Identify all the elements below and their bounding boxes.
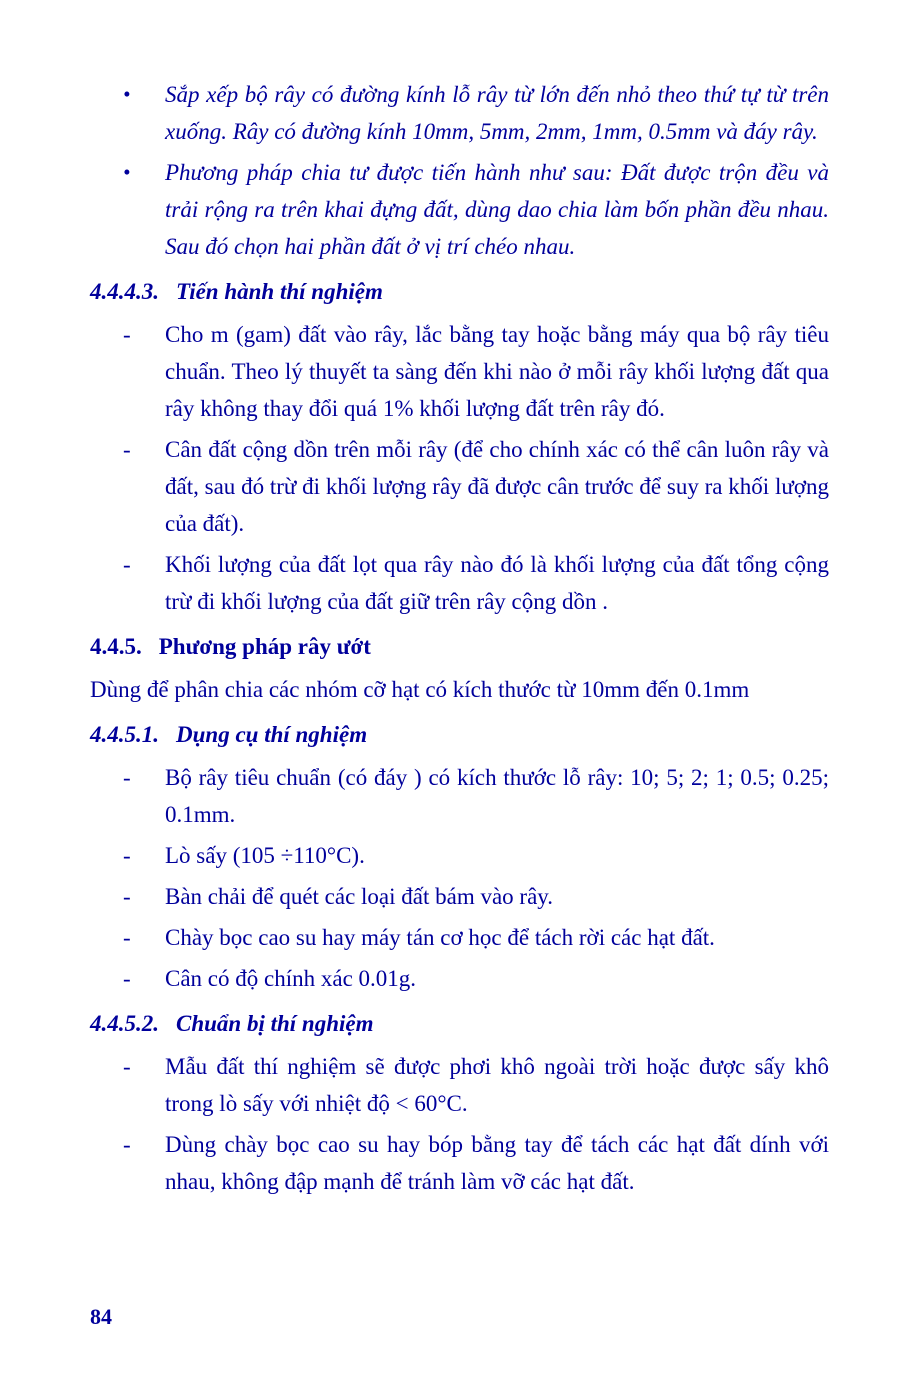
dash-marker: - bbox=[123, 843, 131, 868]
section-heading-4-4-5 bbox=[90, 628, 829, 665]
list-item-text: Khối lượng của đất lọt qua rây nào đó là khối lượng của đất tổng cộng trừ đi khối lượng của đất giữ trên rây cộng dồn . bbox=[165, 552, 829, 614]
list-item bbox=[90, 431, 829, 542]
list-item bbox=[90, 919, 829, 956]
section-intro-text: Dùng để phân chia các nhóm cỡ hạt có kích thước từ 10mm đến 0.1mm bbox=[90, 677, 750, 702]
list-item bbox=[90, 837, 829, 874]
list-item bbox=[90, 546, 829, 620]
section-heading-4-4-5-1 bbox=[90, 716, 829, 753]
list-item bbox=[90, 960, 829, 997]
section-title: Tiến hành thí nghiệm bbox=[176, 279, 383, 304]
list-item-text: Chày bọc cao su hay máy tán cơ học để tách rời các hạt đất. bbox=[165, 925, 715, 950]
section-number: 4.4.5.2. bbox=[90, 1011, 159, 1036]
list-item-text: Cho m (gam) đất vào rây, lắc bằng tay hoặc bằng máy qua bộ rây tiêu chuẩn. Theo lý thuyết ta sàng đến khi nào ở mỗi rây khối lượng đất qua rây không thay đổi quá 1% khối lượng đất trên rây đó. bbox=[165, 322, 829, 421]
list-item bbox=[90, 1048, 829, 1122]
list-item-text: Bộ rây tiêu chuẩn (có đáy ) có kích thước lỗ rây: 10; 5; 2; 1; 0.5; 0.25; 0.1mm. bbox=[165, 765, 829, 827]
list-item bbox=[90, 154, 829, 265]
list-item bbox=[90, 759, 829, 833]
dash-marker: - bbox=[123, 322, 131, 347]
dash-marker: - bbox=[123, 437, 131, 462]
list-item-text: Mẫu đất thí nghiệm sẽ được phơi khô ngoài trời hoặc được sấy khô trong lò sấy với nhiệt độ < 60°C. bbox=[165, 1054, 829, 1116]
list-item bbox=[90, 76, 829, 150]
dash-marker: - bbox=[123, 765, 131, 790]
list-item bbox=[90, 1126, 829, 1200]
list-item-text: Phương pháp chia tư được tiến hành như sau: Đất được trộn đều và trải rộng ra trên khai đựng đất, dùng dao chia làm bốn phần đều nhau. Sau đó chọn hai phần đất ở vị trí chéo nhau. bbox=[165, 160, 829, 259]
dash-marker: - bbox=[123, 1054, 131, 1079]
list-item-text: Bàn chải để quét các loại đất bám vào rây. bbox=[165, 884, 554, 909]
dash-marker: - bbox=[123, 966, 131, 991]
list-item-text: Cân có độ chính xác 0.01g. bbox=[165, 966, 417, 991]
section-title: Chuẩn bị thí nghiệm bbox=[176, 1011, 374, 1036]
section-heading-4-4-4-3 bbox=[90, 273, 829, 310]
section-number: 4.4.5. bbox=[90, 634, 142, 659]
list-item bbox=[90, 316, 829, 427]
section-number: 4.4.5.1. bbox=[90, 722, 159, 747]
section-number: 4.4.4.3. bbox=[90, 279, 159, 304]
dash-marker: - bbox=[123, 884, 131, 909]
list-item-text: Lò sấy (105 ÷110°C). bbox=[165, 843, 365, 868]
section-heading-4-4-5-2 bbox=[90, 1005, 829, 1042]
dash-marker: - bbox=[123, 1132, 131, 1157]
bullet-marker: • bbox=[123, 160, 131, 184]
bullet-marker: • bbox=[123, 82, 131, 106]
list-item-text: Sắp xếp bộ rây có đường kính lỗ rây từ lớn đến nhỏ theo thứ tự từ trên xuống. Rây có đường kính 10mm, 5mm, 2mm, 1mm, 0.5mm và đáy rây. bbox=[165, 82, 829, 144]
section-title: Phương pháp rây ướt bbox=[158, 634, 371, 659]
list-item-text: Cân đất cộng dồn trên mỗi rây (để cho chính xác có thể cân luôn rây và đất, sau đó trừ đi khối lượng rây đã được cân trước để suy ra khối lượng của đất). bbox=[165, 437, 829, 536]
list-item-text: Dùng chày bọc cao su hay bóp bằng tay để tách các hạt đất dính với nhau, không đập mạnh để tránh làm vỡ các hạt đất. bbox=[165, 1132, 829, 1194]
dash-marker: - bbox=[123, 925, 131, 950]
page-number: 84 bbox=[90, 1304, 112, 1329]
dash-marker: - bbox=[123, 552, 131, 577]
list-item bbox=[90, 878, 829, 915]
section-title: Dụng cụ thí nghiệm bbox=[176, 722, 368, 747]
